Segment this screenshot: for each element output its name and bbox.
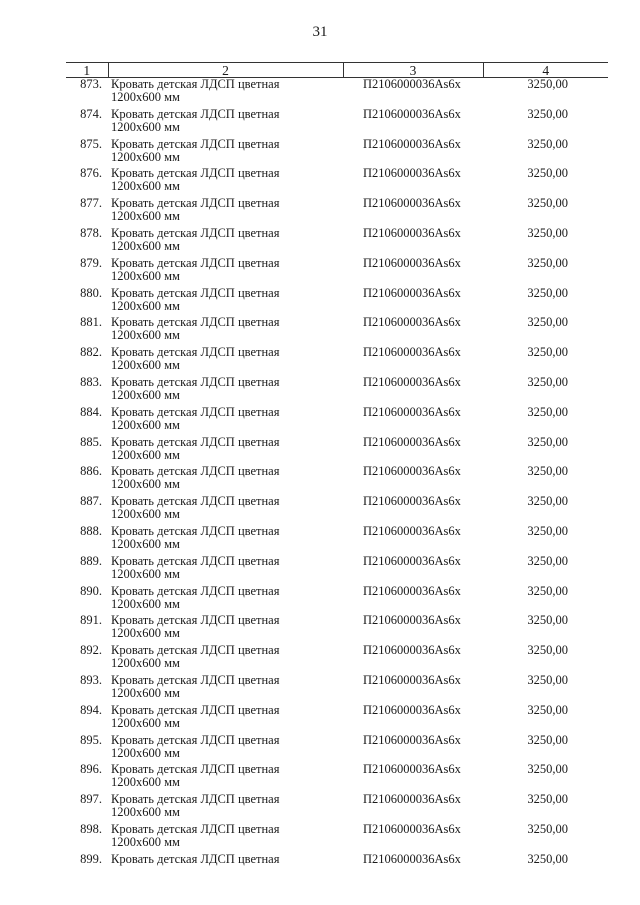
item-name-line2: 1200х600 мм	[111, 268, 180, 283]
row-number: 891.	[80, 614, 102, 628]
item-name-line2: 1200х600 мм	[111, 685, 180, 700]
column-header-4: 4	[483, 63, 608, 78]
item-name-line2: 1200х600 мм	[111, 179, 180, 194]
item-price: 3250,00	[527, 703, 568, 717]
item-name-line2: 1200х600 мм	[111, 387, 180, 402]
item-name-line1: Кровать детская ЛДСП цветная	[111, 375, 280, 389]
item-name	[108, 406, 343, 436]
item-name	[108, 108, 343, 138]
item-price: 3250,00	[527, 763, 568, 777]
item-name	[108, 287, 343, 317]
item-name-line1: Кровать детская ЛДСП цветная	[111, 197, 280, 211]
item-name-line2: 1200х600 мм	[111, 507, 180, 522]
item-code: П2106000036Аs6х	[363, 495, 461, 509]
row-number: 886.	[80, 465, 102, 479]
item-name-line1: Кровать детская ЛДСП цветная	[111, 584, 280, 598]
item-name-line2: 1200х600 мм	[111, 149, 180, 164]
table-row	[66, 167, 608, 197]
column-header-3: 3	[343, 63, 483, 78]
item-price: 3250,00	[527, 346, 568, 360]
row-number: 899.	[80, 852, 102, 866]
item-name	[108, 346, 343, 376]
table-row	[66, 197, 608, 227]
item-name	[108, 167, 343, 197]
item-name	[108, 674, 343, 704]
item-name	[108, 436, 343, 466]
row-number: 880.	[80, 286, 102, 300]
row-number: 895.	[80, 733, 102, 747]
item-price: 3250,00	[527, 137, 568, 151]
item-name-line2: 1200х600 мм	[111, 566, 180, 581]
item-price: 3250,00	[527, 435, 568, 449]
item-name-line1: Кровать детская ЛДСП цветная	[111, 703, 280, 717]
item-price: 3250,00	[527, 495, 568, 509]
table-row	[66, 108, 608, 138]
row-number: 879.	[80, 256, 102, 270]
item-name	[108, 376, 343, 406]
item-name	[108, 227, 343, 257]
item-price: 3250,00	[527, 614, 568, 628]
item-name-line1: Кровать детская ЛДСП цветная	[111, 286, 280, 300]
item-code: П2106000036Аs6х	[363, 673, 461, 687]
item-price: 3250,00	[527, 197, 568, 211]
item-name	[108, 644, 343, 674]
item-name-line2: 1200х600 мм	[111, 358, 180, 373]
column-header-2: 2	[108, 63, 343, 78]
item-code: П2106000036Аs6х	[363, 465, 461, 479]
item-code: П2106000036Аs6х	[363, 614, 461, 628]
item-price: 3250,00	[527, 107, 568, 121]
table-row	[66, 734, 608, 764]
item-name-line1: Кровать детская ЛДСП цветная	[111, 524, 280, 538]
row-number: 897.	[80, 793, 102, 807]
row-number: 892.	[80, 644, 102, 658]
table-row	[66, 436, 608, 466]
item-code: П2106000036Аs6х	[363, 405, 461, 419]
item-price: 3250,00	[527, 852, 568, 866]
column-header-1: 1	[66, 63, 108, 78]
row-number: 874.	[80, 107, 102, 121]
item-name-line1: Кровать детская ЛДСП цветная	[111, 465, 280, 479]
table-row	[66, 495, 608, 525]
item-name-line1: Кровать детская ЛДСП цветная	[111, 107, 280, 121]
table-row	[66, 823, 608, 853]
item-name-line2: 1200х600 мм	[111, 298, 180, 313]
item-code: П2106000036Аs6х	[363, 703, 461, 717]
item-price: 3250,00	[527, 554, 568, 568]
item-price: 3250,00	[527, 524, 568, 538]
item-code: П2106000036Аs6х	[363, 137, 461, 151]
row-number: 883.	[80, 375, 102, 389]
item-name-line2: 1200х600 мм	[111, 656, 180, 671]
item-name-line1: Кровать детская ЛДСП цветная	[111, 167, 280, 181]
item-name	[108, 495, 343, 525]
item-code: П2106000036Аs6х	[363, 197, 461, 211]
row-number: 894.	[80, 703, 102, 717]
item-code: П2106000036Аs6х	[363, 375, 461, 389]
item-name-line1: Кровать детская ЛДСП цветная	[111, 226, 280, 240]
item-price: 3250,00	[527, 733, 568, 747]
item-name-line1: Кровать детская ЛДСП цветная	[111, 316, 280, 330]
item-name-line2: 1200х600 мм	[111, 417, 180, 432]
item-code: П2106000036Аs6х	[363, 793, 461, 807]
item-name-line1: Кровать детская ЛДСП цветная	[111, 77, 280, 91]
item-name-line1: Кровать детская ЛДСП цветная	[111, 644, 280, 658]
row-number: 882.	[80, 346, 102, 360]
table-row	[66, 853, 608, 868]
row-number: 876.	[80, 167, 102, 181]
table-row	[66, 763, 608, 793]
table-row	[66, 227, 608, 257]
item-name-line1: Кровать детская ЛДСП цветная	[111, 554, 280, 568]
item-name-line1: Кровать детская ЛДСП цветная	[111, 137, 280, 151]
table-row	[66, 287, 608, 317]
row-number: 888.	[80, 524, 102, 538]
item-code: П2106000036Аs6х	[363, 584, 461, 598]
item-price: 3250,00	[527, 793, 568, 807]
item-name-line2: 1200х600 мм	[111, 90, 180, 104]
item-code: П2106000036Аs6х	[363, 107, 461, 121]
item-name-line1: Кровать детская ЛДСП цветная	[111, 256, 280, 270]
item-name	[108, 316, 343, 346]
item-name	[108, 763, 343, 793]
item-name-line2: 1200х600 мм	[111, 745, 180, 760]
item-name-line1: Кровать детская ЛДСП цветная	[111, 495, 280, 509]
item-name	[108, 614, 343, 644]
item-name-line1: Кровать детская ЛДСП цветная	[111, 733, 280, 747]
row-number: 896.	[80, 763, 102, 777]
item-code: П2106000036Аs6х	[363, 346, 461, 360]
table-row	[66, 346, 608, 376]
table-row	[66, 585, 608, 615]
item-code: П2106000036Аs6х	[363, 554, 461, 568]
item-name	[108, 465, 343, 495]
item-name-line2: 1200х600 мм	[111, 328, 180, 343]
item-name	[108, 823, 343, 853]
item-name-line2: 1200х600 мм	[111, 834, 180, 849]
row-number: 890.	[80, 584, 102, 598]
item-price: 3250,00	[527, 822, 568, 836]
item-name-line2: 1200х600 мм	[111, 626, 180, 641]
item-name	[108, 138, 343, 168]
row-number: 873.	[80, 77, 102, 91]
item-price: 3250,00	[527, 375, 568, 389]
item-name-line2: 1200х600 мм	[111, 715, 180, 730]
item-name	[108, 525, 343, 555]
table-row	[66, 674, 608, 704]
item-price: 3250,00	[527, 316, 568, 330]
page-number: 31	[312, 24, 328, 40]
item-code: П2106000036Аs6х	[363, 524, 461, 538]
item-name	[108, 585, 343, 615]
item-code: П2106000036Аs6х	[363, 77, 461, 91]
table-row	[66, 465, 608, 495]
item-name-line2: 1200х600 мм	[111, 447, 180, 462]
item-name	[108, 197, 343, 227]
item-name-line2: 1200х600 мм	[111, 596, 180, 611]
item-name	[108, 853, 343, 868]
table-row	[66, 614, 608, 644]
item-name-line2: 1200х600 мм	[111, 536, 180, 551]
item-name-line1: Кровать детская ЛДСП цветная	[111, 435, 280, 449]
item-name-line2: 1200х600 мм	[111, 805, 180, 820]
item-code: П2106000036Аs6х	[363, 226, 461, 240]
table-row	[66, 644, 608, 674]
row-number: 887.	[80, 495, 102, 509]
item-price: 3250,00	[527, 226, 568, 240]
item-name	[108, 793, 343, 823]
table-row	[66, 793, 608, 823]
table-row	[66, 138, 608, 168]
row-number: 893.	[80, 673, 102, 687]
item-name-line1: Кровать детская ЛДСП цветная	[111, 852, 280, 866]
item-code: П2106000036Аs6х	[363, 822, 461, 836]
item-name-line1: Кровать детская ЛДСП цветная	[111, 822, 280, 836]
table-row	[66, 525, 608, 555]
item-code: П2106000036Аs6х	[363, 763, 461, 777]
item-code: П2106000036Аs6х	[363, 435, 461, 449]
row-number: 881.	[80, 316, 102, 330]
row-number: 889.	[80, 554, 102, 568]
item-name-line1: Кровать детская ЛДСП цветная	[111, 673, 280, 687]
item-price: 3250,00	[527, 167, 568, 181]
item-code: П2106000036Аs6х	[363, 167, 461, 181]
table-row	[66, 704, 608, 734]
item-price: 3250,00	[527, 673, 568, 687]
table-row	[66, 316, 608, 346]
table-row	[66, 376, 608, 406]
header-row	[66, 63, 608, 78]
item-name-line1: Кровать детская ЛДСП цветная	[111, 614, 280, 628]
item-name-line2: 1200х600 мм	[111, 209, 180, 224]
row-number: 878.	[80, 226, 102, 240]
item-code: П2106000036Аs6х	[363, 316, 461, 330]
row-number: 898.	[80, 822, 102, 836]
row-number: 875.	[80, 137, 102, 151]
item-name-line2: 1200х600 мм	[111, 119, 180, 134]
row-number: 884.	[80, 405, 102, 419]
item-code: П2106000036Аs6х	[363, 256, 461, 270]
item-name	[108, 704, 343, 734]
item-price: 3250,00	[527, 77, 568, 91]
item-price: 3250,00	[527, 286, 568, 300]
item-name	[108, 555, 343, 585]
item-name-line1: Кровать детская ЛДСП цветная	[111, 346, 280, 360]
item-code: П2106000036Аs6х	[363, 733, 461, 747]
item-name-line2: 1200х600 мм	[111, 775, 180, 790]
table-row	[66, 555, 608, 585]
item-name	[108, 734, 343, 764]
item-name	[108, 257, 343, 287]
table-body	[66, 78, 608, 868]
item-price: 3250,00	[527, 584, 568, 598]
item-name-line1: Кровать детская ЛДСП цветная	[111, 793, 280, 807]
table-row	[66, 78, 608, 108]
item-price: 3250,00	[527, 644, 568, 658]
item-name-line2: 1200х600 мм	[111, 477, 180, 492]
item-name-line1: Кровать детская ЛДСП цветная	[111, 405, 280, 419]
item-name-line2: 1200х600 мм	[111, 238, 180, 253]
item-code: П2106000036Аs6х	[363, 644, 461, 658]
item-price: 3250,00	[527, 405, 568, 419]
row-number: 877.	[80, 197, 102, 211]
item-price: 3250,00	[527, 465, 568, 479]
item-name	[108, 78, 343, 108]
item-name-line1: Кровать детская ЛДСП цветная	[111, 763, 280, 777]
row-number: 885.	[80, 435, 102, 449]
item-code: П2106000036Аs6х	[363, 286, 461, 300]
table-row	[66, 257, 608, 287]
table-header	[66, 63, 608, 78]
items-table	[66, 62, 608, 868]
table-row	[66, 406, 608, 436]
item-code: П2106000036Аs6х	[363, 852, 461, 866]
item-price: 3250,00	[527, 256, 568, 270]
